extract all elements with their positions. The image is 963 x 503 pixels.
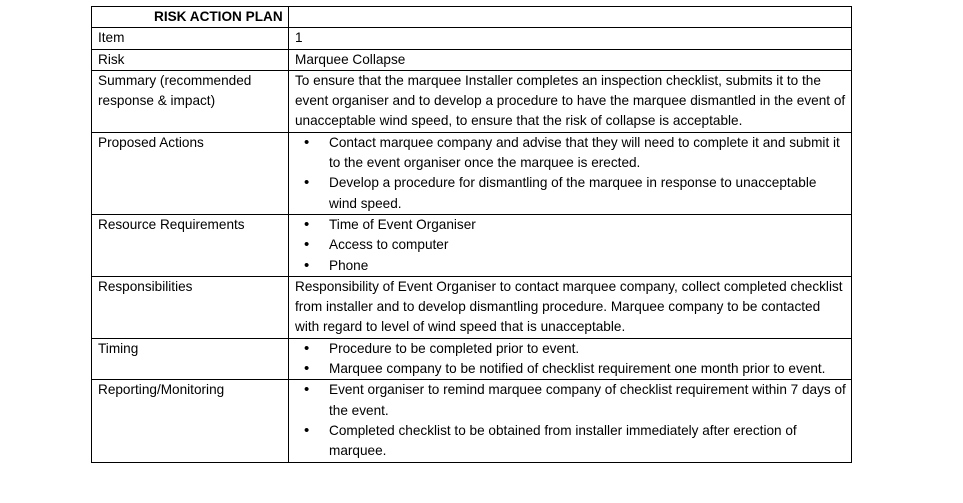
list-item: • Develop a procedure for dismantling of the marquee in response to unacceptable wind speed.	[295, 173, 847, 214]
row-label-proposed-actions: Proposed Actions	[92, 132, 289, 214]
table-row-summary	[92, 70, 852, 132]
row-label-item: Item	[92, 28, 289, 49]
table-row-risk	[92, 49, 852, 70]
table-row-proposed-actions	[92, 132, 852, 214]
risk-action-plan-table	[91, 6, 852, 463]
table-title: RISK ACTION PLAN	[92, 7, 289, 28]
row-value-summary: To ensure that the marquee Installer completes an inspection checklist, submits it to the event organiser and to develop a procedure to have the marquee dismantled in the event of unacceptable wind speed, to ensure that the risk of collapse is acceptable.	[289, 70, 852, 132]
table-row-responsibilities	[92, 276, 852, 338]
list-item: • Phone	[295, 256, 847, 276]
row-value-item: 1	[289, 28, 852, 49]
title-row	[92, 7, 852, 28]
row-value-resource-requirements	[289, 214, 852, 276]
row-value-timing	[289, 338, 852, 380]
row-value-reporting-monitoring	[289, 380, 852, 462]
row-label-summary: Summary (recommended response & impact)	[92, 70, 289, 132]
row-label-resource-requirements: Resource Requirements	[92, 214, 289, 276]
row-label-reporting-monitoring: Reporting/Monitoring	[92, 380, 289, 462]
table-row-timing	[92, 338, 852, 380]
list-item: • Completed checklist to be obtained from installer immediately after erection of marquee.	[295, 421, 847, 462]
title-row-empty-cell	[289, 7, 852, 28]
list-item: • Procedure to be completed prior to event.	[295, 339, 847, 359]
reporting-monitoring-list	[295, 380, 847, 461]
row-value-proposed-actions	[289, 132, 852, 214]
row-label-timing: Timing	[92, 338, 289, 380]
row-label-responsibilities: Responsibilities	[92, 276, 289, 338]
proposed-actions-list	[295, 133, 847, 214]
list-item: • Event organiser to remind marquee company of checklist requirement within 7 days of the event.	[295, 380, 847, 421]
timing-list	[295, 339, 847, 380]
resource-requirements-list	[295, 215, 847, 276]
list-item: • Marquee company to be notified of checklist requirement one month prior to event.	[295, 359, 847, 379]
list-item: • Access to computer	[295, 235, 847, 255]
list-item: • Time of Event Organiser	[295, 215, 847, 235]
row-value-responsibilities: Responsibility of Event Organiser to contact marquee company, collect completed checklist from installer and to develop dismantling procedure. Marquee company to be contacted with regard to level of wind speed that is unacceptable.	[289, 276, 852, 338]
table-row-reporting-monitoring	[92, 380, 852, 462]
row-value-risk: Marquee Collapse	[289, 49, 852, 70]
list-item: • Contact marquee company and advise that they will need to complete it and submit it to the event organiser once the marquee is erected.	[295, 133, 847, 174]
table-row-item	[92, 28, 852, 49]
table-row-resource-requirements	[92, 214, 852, 276]
row-label-risk: Risk	[92, 49, 289, 70]
